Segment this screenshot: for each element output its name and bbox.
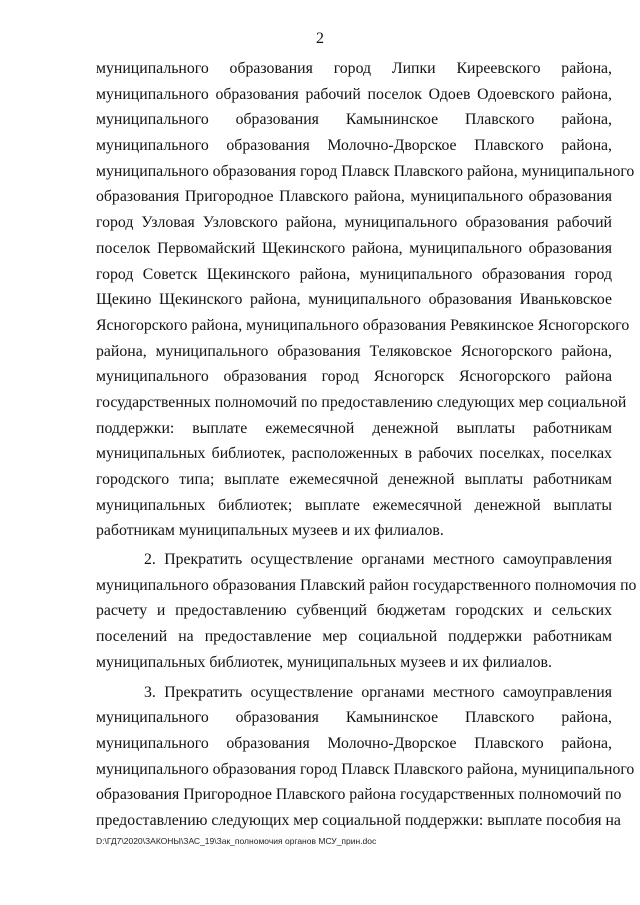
text-line: муниципального образования Молочно-Дворское Плавского района, [96,734,612,752]
text-line: 3. Прекратить осуществление органами местного самоуправления [144,683,612,701]
text-line: муниципального образования город Ясногорск Ясногорского района [96,368,612,386]
text-line: муниципального образования рабочий поселок Одоев Одоевского района, [96,85,612,103]
text-line: расчету и предоставлению субвенций бюджетам городских и сельских [96,602,612,620]
text-line: 2. Прекратить осуществление органами местного самоуправления [144,551,612,569]
text-line: муниципального образования город Липки Киреевского района, [96,60,612,77]
text-line: муниципального образования Камынинское Плавского района, [96,111,612,129]
page-number: 2 [316,30,324,47]
text-line: муниципальных библиотек, муниципальных музеев и их филиалов. [96,653,552,671]
text-line: предоставлению следующих мер социальной поддержки: выплате пособия на [96,811,621,829]
text-line: работникам муниципальных музеев и их филиалов. [96,522,444,540]
text-line: поддержки: выплате ежемесячной денежной выплаты работникам [96,419,612,437]
text-line: района, муниципального образования Теляковское Ясногорского района, [96,342,612,360]
text-line: Ясногорского района, муниципального образования Ревякинское Ясногорского [96,316,630,334]
text-line: государственных полномочий по предоставлению следующих мер социальной [96,393,627,411]
text-line: муниципального образования Молочно-Дворское Плавского района, [96,137,612,155]
text-line: поселений на предоставление мер социальной поддержки работникам [96,628,612,646]
text-line: образования Пригородное Плавского района государственных полномочий по [96,786,622,804]
text-line: поселок Первомайский Щекинского района, муниципального образования [96,239,612,257]
text-line: городского типа; выплате ежемесячной денежной выплаты работникам [96,471,612,488]
text-line: муниципального образования город Плавск Плавского района, муниципального [96,162,635,180]
text-line: муниципального образования город Плавск Плавского района, муниципального [96,760,635,778]
paragraph-2 [96,547,637,675]
paragraph-1 [96,56,635,544]
text-line: Щекино Щекинского района, муниципального образования Иваньковское [96,291,612,309]
text-line: город Узловая Узловского района, муниципального образования рабочий [96,214,612,232]
text-line: муниципальных библиотек, расположенных в рабочих поселках, поселках [96,445,612,463]
text-line: муниципального образования Плавский район государственного полномочия по [96,576,637,594]
text-line: муниципального образования Камынинское Плавского района, [96,709,612,727]
paragraph-3 [96,680,635,834]
text-line: город Советск Щекинского района, муниципального образования город [96,265,612,283]
text-line: муниципальных библиотек; выплате ежемесячной денежной выплаты [96,496,612,514]
file-path-footer: D:\ГД7\2020\ЗАКОНЫ\ЗАС_19\Зак_полномочия органов МСУ_прин.doc [96,836,377,846]
document-body [96,56,637,834]
text-line: образования Пригородное Плавского района, муниципального образования [96,188,612,206]
